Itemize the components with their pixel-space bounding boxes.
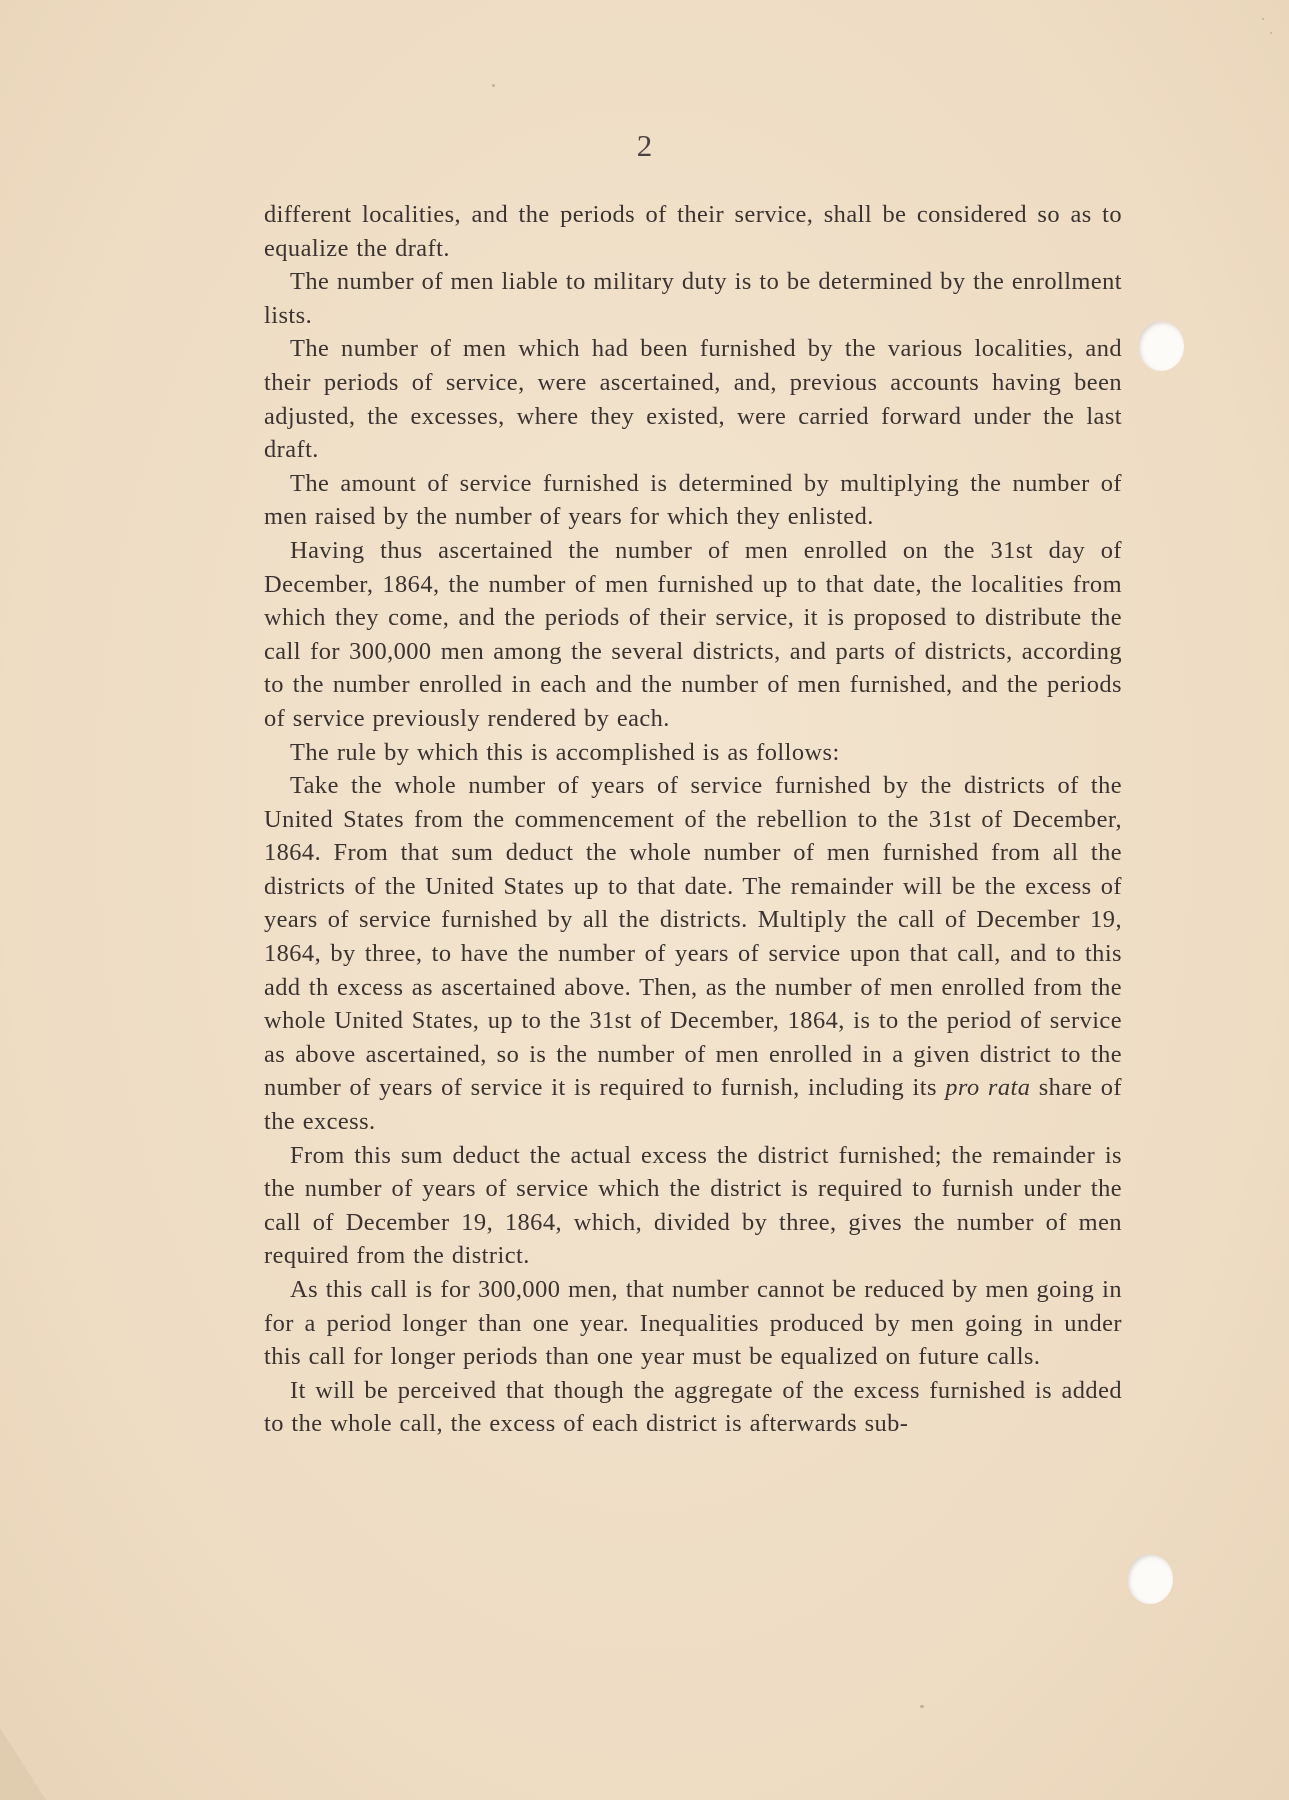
page-number: 2 [636,128,653,163]
paper-speck [920,1705,924,1708]
paragraph: The number of men which had been furnished by the various localities, and their periods of service, were ascertained, and, previous accounts having been adjusted, the excesses, where they existed, were carried forward under the last draft. [264,335,1122,464]
paragraph-text: Take the whole number of years of service furnished by the districts of the United States from the commencement of the rebellion to the 31st of December, 1864. From that sum deduct the whole number of men furnished from all the districts of the United States up to that date. The remainder will be the excess of years of service furnished by all the districts. Multiply the call of December 19, 1864, by three, to have the number of years of service upon that call, and to this add th excess as ascertained above. Then, as the number of men enrolled from the whole United States, up to the 31st of December, 1864, is to the period of service as above ascertained, so is the number of men enrolled in a given district to the number of years of service it is required to furnish, including its [264,772,1122,1102]
paragraph: As this call is for 300,000 men, that number cannot be reduced by men going in for a period longer than one year. Inequalities produced by men going in under this call for longer periods than one year must be equalized on future calls. [264,1276,1122,1371]
paper-speck [1262,18,1264,20]
paragraph: The amount of service furnished is determined by multiplying the number of men raised by the number of years for which they enlisted. [264,469,1122,531]
paragraph: The rule by which this is accomplished is as follows: [290,738,840,766]
punch-hole [1127,1554,1173,1604]
paragraph: The number of men liable to military duty is to be determined by the enrollment lists. [264,268,1122,329]
paragraph: Having thus ascertained the number of men enrolled on the 31st day of December, 1864, the number of men furnished up to that date, the localities from which they come, and the periods of their service, it is proposed to distribute the call for 300,000 men among the several districts, and parts of districts, according to the number enrolled in each and the number of men furnished, and the periods of service previously rendered by each. [264,536,1122,732]
paragraph: It will be perceived that though the aggregate of the excess furnished is added to the whole call, the excess of each district is afterwards sub- [264,1376,1122,1438]
corner-fold [0,1728,46,1800]
punch-hole [1138,321,1184,371]
italic-term: pro rata [945,1074,1031,1102]
paragraph: From this sum deduct the actual excess the district furnished; the remainder is the number of years of service which the district is required to furnish under the call of December 19, 1864, which, divided by three, gives the number of men required from the district. [264,1141,1122,1270]
paragraph-text: share of the excess. [264,1074,1122,1136]
paper-speck [1270,32,1272,34]
paragraph-rule [264,769,1122,1139]
body-text [264,198,1122,1441]
paper-speck [492,84,495,87]
paragraph: different localities, and the periods of their service, shall be considered so as to equalize the draft. [264,201,1122,262]
